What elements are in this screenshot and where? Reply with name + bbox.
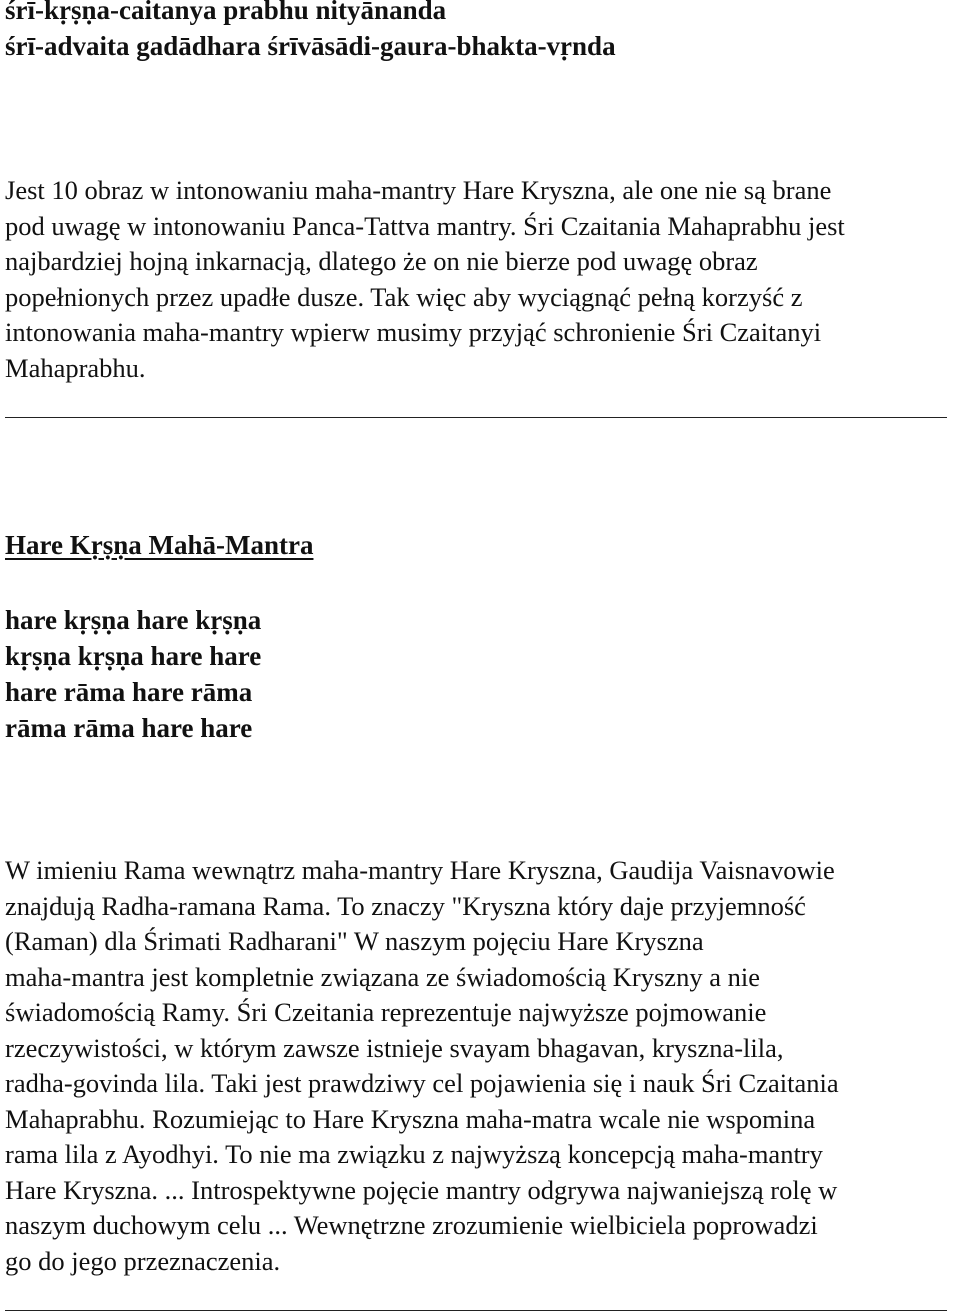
- mantra-line-3: hare rāma hare rāma: [5, 677, 253, 707]
- paragraph-line: intonowania maha-mantry wpierw musimy przyjąć schronienie Śri Czaitanyi: [5, 317, 822, 347]
- invocation-heading: [5, 0, 616, 64]
- mantra-line-1: hare kṛṣṇa hare kṛṣṇa: [5, 605, 262, 635]
- paragraph-line: Mahaprabhu. Rozumiejąc to Hare Kryszna maha-matra wcale nie wspomina: [5, 1103, 816, 1134]
- mantra-line-2: kṛṣṇa kṛṣṇa hare hare: [5, 641, 262, 671]
- mantra-line-4: rāma rāma hare hare: [5, 713, 253, 743]
- paragraph-line: pod uwagę w intonowaniu Panca-Tattva mantry. Śri Czaitania Mahaprabhu jest: [5, 210, 845, 241]
- paragraph-line: go do jego przeznaczenia.: [5, 1245, 281, 1276]
- paragraph-line: Hare Kryszna. ... Introspektywne pojęcie mantry odgrywa najwaniejszą rolę w: [5, 1174, 838, 1205]
- paragraph-line: najbardziej hojną inkarnacją, dlatego że on nie bierze pod uwagę obraz: [5, 246, 758, 276]
- paragraph-line: maha-mantra jest kompletnie związana ze świadomością Kryszny a nie: [5, 961, 760, 992]
- paragraph-line: radha-govinda lila. Taki jest prawdziwy cel pojawienia się i nauk Śri Czaitania: [5, 1068, 839, 1098]
- paragraph-line: W imieniu Rama wewnątrz maha-mantry Hare Kryszna, Gaudija Vaisnavowie: [5, 855, 835, 885]
- maha-mantra-text: [5, 602, 261, 746]
- paragraph-rama-meaning: [5, 853, 960, 1279]
- paragraph-line: rzeczywistości, w którym zawsze istnieje svayam bhagavan, kryszna-lila,: [5, 1032, 784, 1063]
- paragraph-panca-tattva: [5, 173, 960, 386]
- paragraph-line: znajdują Radha-ramana Rama. To znaczy "Kryszna który daje przyjemność: [5, 890, 806, 921]
- paragraph-line: rama lila z Ayodhyi. To nie ma związku z najwyższą koncepcją maha-mantry: [5, 1139, 823, 1169]
- horizontal-rule: [5, 417, 947, 418]
- mantra-title: Hare Kṛṣṇa Mahā-Mantra: [5, 530, 314, 560]
- paragraph-line: Jest 10 obraz w intonowaniu maha-mantry Hare Kryszna, ale one nie są brane: [5, 175, 832, 205]
- invocation-line-1: śrī-kṛṣṇa-caitanya prabhu nityānanda: [5, 0, 447, 25]
- invocation-line-2: śrī-advaita gadādhara śrīvāsādi-gaura-bhakta-vṛnda: [5, 31, 616, 61]
- paragraph-line: naszym duchowym celu ... Wewnętrzne zrozumienie wielbiciela poprowadzi: [5, 1210, 818, 1240]
- paragraph-line: świadomością Ramy. Śri Czeitania reprezentuje najwyższe pojmowanie: [5, 997, 767, 1027]
- paragraph-line: (Raman) dla Śrimati Radharani" W naszym pojęciu Hare Kryszna: [5, 926, 704, 956]
- horizontal-rule: [5, 1310, 947, 1311]
- paragraph-line: Mahaprabhu.: [5, 352, 146, 383]
- paragraph-line: popełnionych przez upadłe dusze. Tak więc aby wyciągnąć pełną korzyść z: [5, 281, 803, 312]
